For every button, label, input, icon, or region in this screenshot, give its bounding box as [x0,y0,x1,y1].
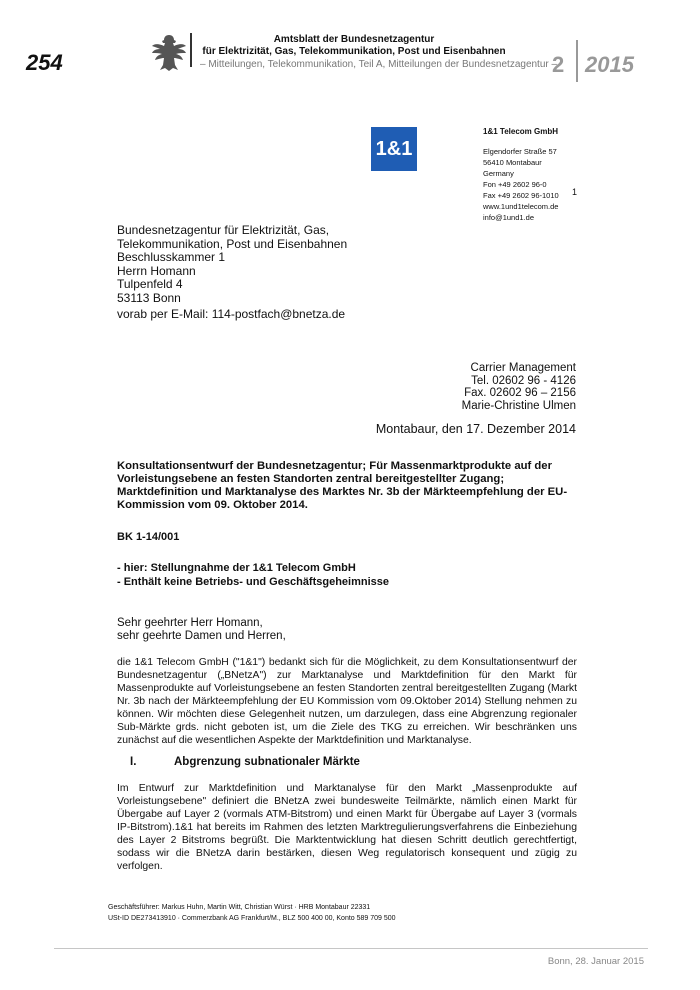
recipient-line: Beschlusskammer 1 [117,250,226,264]
contact-block [462,362,576,412]
sender-address [483,146,559,223]
recipient-line: Telekommunikation, Post und Eisenbahnen [117,236,348,251]
body-paragraph: Im Entwurf zur Marktdefinition und Marktanalyse für den Markt „Massenprodukte auf Vorleistungsebene" definiert die BNetzA zwei bundesweite Teilmärkte, nämlich einen Markt für Übergabe auf Layer 2 (vormals ATM-Bitstrom) und einen Markt für Übergabe auf Layer 3 (vormals IP-Bitstrom).1&1 hat bereits im Rahmen des letzten Marktregulierungsverfahrens die Einbeziehung des Layer 2 Bitstroms begrüßt. Die Marktentwicklung hat diesen Schritt deutlich gerechtfertigt, sodass wir die BNetzA darin bestärken, diesen Weg regulatorisch konsequent und zügig zu verfolgen. [117,783,577,872]
sender-address-line: Germany [483,169,514,178]
issue-number: 2 [552,52,565,77]
email-notice: vorab per E-Mail: 114-postfach@bnetza.de [117,307,346,321]
section-number: I. [130,756,137,768]
salutation-line: sehr geehrte Damen und Herren, [117,630,286,642]
recipient-line: Bundesnetzagentur für Elektrizität, Gas, [117,223,330,237]
sender-address-line: 56410 Montabaur [483,158,542,167]
contact-line: Carrier Management [470,362,576,374]
company-logo: 1&1 [371,127,417,171]
sender-phone: Fon +49 2602 96-0 [483,180,547,189]
letter-date: Montabaur, den 17. Dezember 2014 [375,422,576,436]
issue-year: 2015 [585,52,634,77]
contact-line: Fax. 02602 96 – 2156 [464,387,576,399]
contact-line: Tel. 02602 96 - 4126 [471,374,576,387]
section-heading: Abgrenzung subnationaler Märkte [174,756,360,768]
note-line: - hier: Stellungnahme der 1&1 Telecom GmbH [117,562,356,574]
sender-email: info@1und1.de [483,213,534,222]
contact-line: Marie-Christine Ulmen [461,399,576,412]
reference-number: BK 1-14/001 [117,531,180,543]
sender-website: www.1und1telecom.de [483,202,559,211]
gazette-title: Amtsblatt der Bundesnetzagentur [273,34,435,45]
footer-divider [54,948,648,949]
company-footer [108,902,396,924]
publication-date: Bonn, 28. Januar 2015 [547,956,644,967]
page-number: 254 [26,50,63,75]
gazette-section: – Mitteilungen, Telekommunikation, Teil A, Mitteilungen der Bundesnetzagentur – [200,59,558,70]
letter-subject: Konsultationsentwurf der Bundesnetzagentur; Für Massenmarktprodukte auf der Vorleistungsebene an festen Standorten zentral bereitgestellter Zugang; Marktdefinition und Marktanalyse des Marktes Nr. 3b der Märkteempfehlung der EU-Kommission vom 09. Oktober 2014. [117,460,568,511]
recipient-address [117,224,347,305]
recipient-line: Herrn Homann [117,263,196,278]
salutation [117,617,286,643]
issue-divider [576,40,578,82]
footer-line: USt-ID DE273413910 · Commerzbank AG Frankfurt/M., BLZ 500 400 00, Konto 589 709 500 [108,915,396,922]
body-paragraph: die 1&1 Telecom GmbH ("1&1") bedankt sich für die Möglichkeit, zu dem Konsultationsentwurf der Bundesnetzagentur („BNetzA") zur Marktanalyse und Marktdefinition für den Markt für Massenprodukte auf Vorleistungsebene an festen Standorten zentral bereitgestellten Zugang (Markt Nr. 3b nach der Märkteempfehlung der EU Kommission vom 09.Oktober 2014) Stellung nehmen zu können. Wir möchten diese Gelegenheit nutzen, um darzulegen, dass eine Abgrenzung regionaler Sub-Märkte grds. nicht geboten ist, um die Ziele des TKG zu erreichen. Wir beschränken uns zunächst auf die wesentlichen Aspekte der Marktdefinition und Marktanalyse. [117,657,577,746]
footer-line: Geschäftsführer: Markus Huhn, Martin Witt, Christian Würst · HRB Montabaur 22331 [108,904,371,911]
sender-company: 1&1 Telecom GmbH [483,127,558,136]
recipient-line: Tulpenfeld 4 [117,277,183,291]
note-line: - Enthält keine Betriebs- und Geschäftsgeheimnisse [117,576,390,588]
recipient-line: 53113 Bonn [117,290,181,305]
letter-page-number: 1 [572,187,578,197]
sender-fax: Fax +49 2602 96-1010 [483,191,559,200]
salutation-line: Sehr geehrter Herr Homann, [117,617,263,629]
sender-address-line: Elgendorfer Straße 57 [483,147,557,156]
subject-notes [117,561,389,589]
gazette-subtitle: für Elektrizität, Gas, Telekommunikation, Post und Eisenbahnen [202,46,506,57]
